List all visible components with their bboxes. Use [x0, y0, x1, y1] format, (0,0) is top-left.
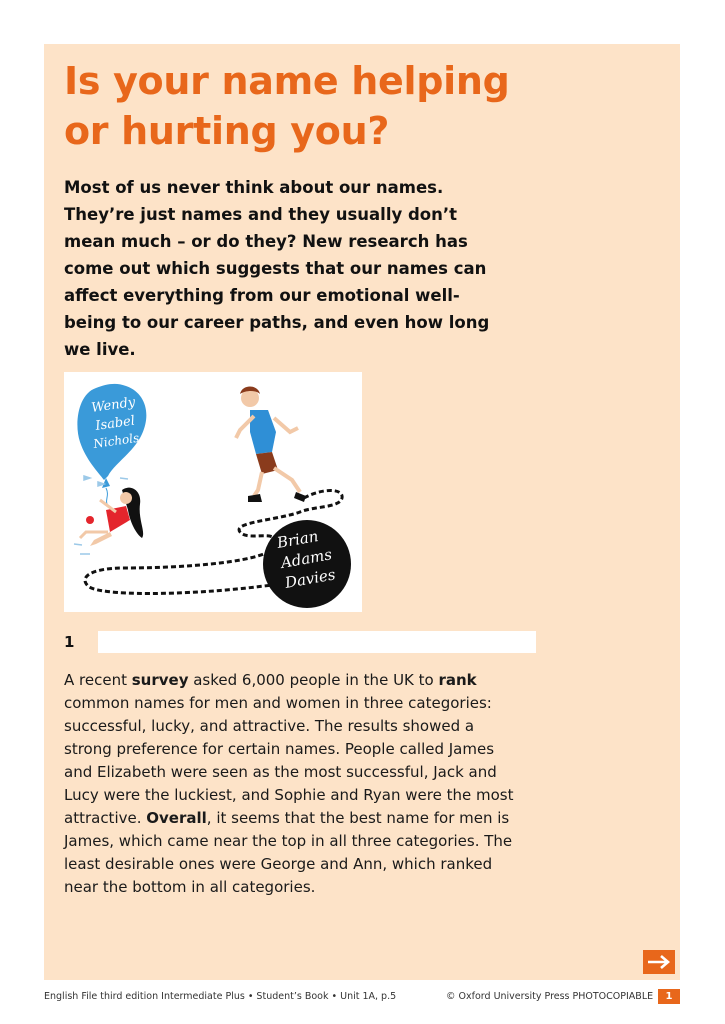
- body-line: least desirable ones were George and Ann, which ranked: [64, 855, 493, 873]
- illustration-svg: [64, 372, 362, 612]
- intro-line: They’re just names and they usually don’t: [64, 205, 458, 224]
- body-line: successful, lucky, and attractive. The results showed a: [64, 717, 475, 735]
- article-title: [64, 56, 664, 156]
- article-illustration: [64, 372, 362, 612]
- body-text: , it seems that the best name for men is: [206, 809, 510, 827]
- next-page-button[interactable]: [643, 950, 675, 974]
- running-boy-icon: [236, 387, 306, 503]
- ball-name-2: Adams: [279, 545, 334, 572]
- footer-credit: English File third edition Intermediate Plus • Student’s Book • Unit 1A, p.5: [44, 991, 397, 1002]
- body-line: common names for men and women in three categories:: [64, 694, 492, 712]
- question-number: 1: [64, 633, 75, 651]
- footer-copyright: © Oxford University Press PHOTOCOPIABLE: [446, 991, 654, 1002]
- intro-paragraph: [64, 174, 544, 363]
- body-line: strong preference for certain names. People called James: [64, 740, 495, 758]
- intro-line: mean much – or do they? New research has: [64, 232, 468, 251]
- body-line: [64, 669, 534, 692]
- body-line: [64, 807, 534, 830]
- intro-line: come out which suggests that our names can: [64, 259, 487, 278]
- intro-line: being to our career paths, and even how long: [64, 313, 490, 332]
- intro-line: affect everything from our emotional well-: [64, 286, 460, 305]
- keyword-survey: survey: [131, 671, 189, 689]
- arrow-right-icon: [647, 955, 671, 969]
- answer-input[interactable]: [98, 631, 536, 653]
- title-line-2: or hurting you?: [64, 109, 390, 153]
- body-line: near the bottom in all categories.: [64, 878, 316, 896]
- body-paragraph: [64, 669, 534, 899]
- body-text: A recent: [64, 671, 132, 689]
- body-text: attractive.: [64, 809, 147, 827]
- body-line: and Elizabeth were seen as the most successful, Jack and: [64, 763, 497, 781]
- body-line: Lucy were the luckiest, and Sophie and Ryan were the most: [64, 786, 514, 804]
- body-line: James, which came near the top in all three categories. The: [64, 832, 513, 850]
- balloon-name-3: Nichols: [92, 430, 140, 451]
- ball-name-3: Davies: [283, 565, 337, 592]
- intro-line: Most of us never think about our names.: [64, 178, 444, 197]
- keyword-rank: rank: [438, 671, 477, 689]
- intro-line: we live.: [64, 340, 136, 359]
- body-text: asked 6,000 people in the UK to: [188, 671, 439, 689]
- ball-name-1: Brian: [275, 526, 320, 552]
- keyword-overall: Overall: [146, 809, 207, 827]
- title-line-1: Is your name helping: [64, 59, 510, 103]
- falling-girl-icon: [74, 476, 143, 554]
- balloon-name-2: Isabel: [94, 413, 136, 434]
- page-number-badge: 1: [658, 989, 680, 1004]
- balloon-name-1: Wendy: [90, 394, 137, 416]
